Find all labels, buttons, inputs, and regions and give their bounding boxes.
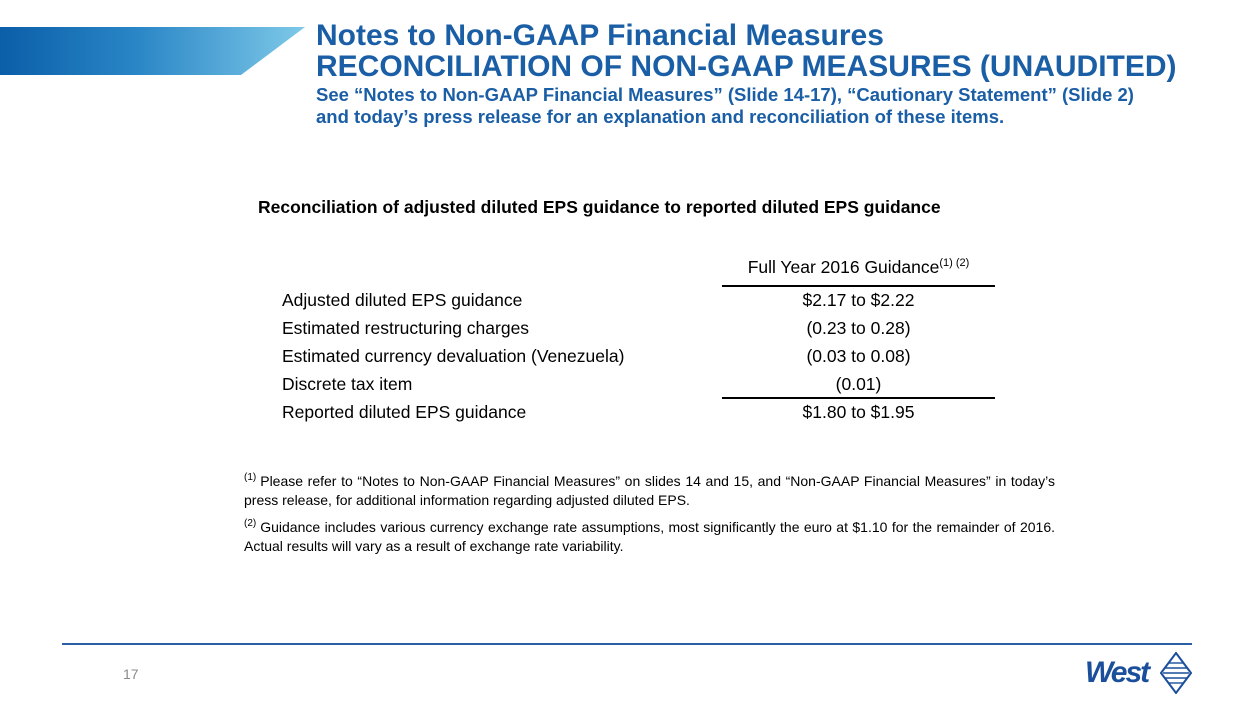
west-diamond-logo-icon bbox=[1160, 652, 1192, 694]
row-value: $2.17 to $2.22 bbox=[802, 290, 915, 310]
table-row bbox=[282, 290, 995, 318]
table-row bbox=[282, 318, 995, 346]
footnote-text: Guidance includes various currency exchange rate assumptions, most significantly the euro at $1.10 for the remainder of 2016. Actual results will vary as a result of exchange rate variability. bbox=[244, 519, 1055, 554]
footnote-marker: (1) bbox=[244, 472, 257, 484]
row-value: (0.01) bbox=[835, 374, 882, 394]
row-value: (0.23 to 0.28) bbox=[806, 318, 911, 338]
footnote-2 bbox=[244, 518, 1055, 556]
page-title: Notes to Non-GAAP Financial Measures bbox=[316, 19, 884, 52]
footnote-text: Please refer to “Notes to Non-GAAP Financial Measures” on slides 14 and 15, and “Non-GAAP Financial Measures” in today’s press release, for additional information regarding adjusted diluted EPS. bbox=[244, 473, 1055, 508]
row-label: Estimated restructuring charges bbox=[282, 318, 530, 338]
footnotes bbox=[244, 472, 1055, 564]
footnote-marker: (2) bbox=[244, 518, 257, 530]
header-rule bbox=[722, 285, 995, 287]
row-label: Adjusted diluted EPS guidance bbox=[282, 290, 523, 310]
west-logo bbox=[1085, 652, 1195, 696]
logo-wordmark: West bbox=[1085, 656, 1149, 689]
row-label: Estimated currency devaluation (Venezuela) bbox=[282, 346, 625, 366]
page-number: 17 bbox=[123, 666, 139, 682]
footnote-1 bbox=[244, 472, 1055, 510]
column-header-label: Full Year 2016 Guidance bbox=[747, 257, 940, 277]
subtitle-line-1: See “Notes to Non-GAAP Financial Measures” (Slide 14-17), “Cautionary Statement” (Slide 2) bbox=[316, 84, 1134, 105]
row-value: (0.03 to 0.08) bbox=[806, 346, 911, 366]
table-heading: Reconciliation of adjusted diluted EPS guidance to reported diluted EPS guidance bbox=[258, 197, 941, 217]
row-label: Discrete tax item bbox=[282, 374, 413, 394]
total-rule bbox=[722, 397, 995, 399]
row-label: Reported diluted EPS guidance bbox=[282, 402, 527, 422]
column-header bbox=[722, 257, 995, 278]
subtitle-line-2: and today’s press release for an explanation and reconciliation of these items. bbox=[316, 106, 1005, 127]
header-banner bbox=[0, 27, 305, 75]
page-subtitle-caps: RECONCILIATION OF NON-GAAP MEASURES (UNAUDITED) bbox=[316, 50, 1177, 83]
row-value: $1.80 to $1.95 bbox=[802, 402, 915, 422]
table-row bbox=[282, 346, 995, 374]
title-block bbox=[316, 20, 1246, 128]
column-header-footnote-markers: (1) (2) bbox=[939, 257, 970, 270]
table-row-total bbox=[282, 402, 995, 430]
footer-rule bbox=[62, 643, 1192, 645]
